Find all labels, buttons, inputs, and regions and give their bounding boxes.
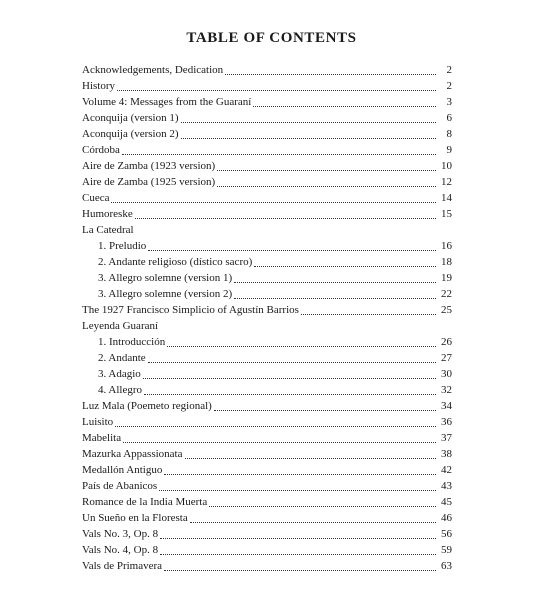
dot-leader — [181, 138, 436, 139]
toc-subentry — [82, 366, 452, 382]
toc-page-number: 8 — [446, 128, 452, 140]
toc-entry-label: 3. Allegro solemne (version 1) — [98, 272, 233, 284]
dot-leader — [160, 538, 436, 539]
toc-section-heading — [82, 318, 452, 334]
toc-entry-label: La Catedral — [82, 224, 134, 236]
toc-entry-label: Córdoba — [82, 144, 120, 156]
toc-page-number: 2 — [446, 64, 452, 76]
toc-entry — [82, 494, 452, 510]
toc-page-number: 30 — [441, 368, 452, 380]
dot-leader — [185, 458, 437, 459]
toc-page-number: 59 — [441, 544, 452, 556]
toc-entry-label: Acknowledgements, Dedication — [82, 64, 224, 76]
toc-entry — [82, 94, 452, 110]
toc-subentry — [82, 254, 452, 270]
toc-entry — [82, 542, 452, 558]
toc-entry — [82, 190, 452, 206]
toc-page-number: 38 — [441, 448, 452, 460]
page-title: TABLE OF CONTENTS — [186, 30, 357, 46]
toc-entry — [82, 126, 452, 142]
dot-leader — [117, 90, 436, 91]
dot-leader — [122, 154, 436, 155]
toc-entry — [82, 478, 452, 494]
toc-page-number: 22 — [441, 288, 452, 300]
toc-subentry — [82, 382, 452, 398]
toc-page-number: 16 — [441, 240, 452, 252]
dot-leader — [159, 490, 436, 491]
dot-leader — [135, 218, 436, 219]
toc-page-number: 34 — [441, 400, 452, 412]
toc-page-number: 18 — [441, 256, 452, 268]
toc-page-number: 12 — [441, 176, 452, 188]
toc-page-number: 37 — [441, 432, 452, 444]
toc-subentry — [82, 270, 452, 286]
dot-leader — [144, 394, 436, 395]
toc-page-number: 43 — [441, 480, 452, 492]
dot-leader — [234, 282, 436, 283]
toc-entry-label: 3. Allegro solemne (version 2) — [98, 288, 233, 300]
toc-page-number: 6 — [446, 112, 452, 124]
toc-entry — [82, 142, 452, 158]
toc-entry — [82, 510, 452, 526]
toc-page-number: 27 — [441, 352, 452, 364]
toc-page-number: 26 — [441, 336, 452, 348]
toc-entry-label: 1. Preludio — [98, 240, 147, 252]
dot-leader — [181, 122, 436, 123]
toc-page-number: 14 — [441, 192, 452, 204]
dot-leader — [234, 298, 436, 299]
toc-subentry — [82, 334, 452, 350]
dot-leader — [143, 378, 436, 379]
toc-entry — [82, 446, 452, 462]
toc-page-number: 2 — [446, 80, 452, 92]
toc-entry-label: Volume 4: Messages from the Guaraní — [82, 96, 252, 108]
toc-entry-label: Romance de la India Muerta — [82, 496, 208, 508]
dot-leader — [148, 362, 436, 363]
dot-leader — [111, 202, 436, 203]
toc-entry-label: Medallón Antiguo — [82, 464, 163, 476]
dot-leader — [160, 554, 436, 555]
toc-entry-label: 1. Introducción — [98, 336, 166, 348]
dot-leader — [254, 266, 436, 267]
toc-entry — [82, 398, 452, 414]
toc-subentry — [82, 286, 452, 302]
toc-entry-label: Aconquija (version 2) — [82, 128, 179, 140]
dot-leader — [164, 570, 436, 571]
toc-page-number: 63 — [441, 560, 452, 572]
toc-entry-label: 2. Andante — [98, 352, 146, 364]
toc-entry-label: Aire de Zamba (1925 version) — [82, 176, 216, 188]
toc-entry — [82, 158, 452, 174]
toc-entry-label: 2. Andante religioso (dístico sacro) — [98, 256, 253, 268]
dot-leader — [253, 106, 436, 107]
dot-leader — [301, 314, 436, 315]
toc-entry — [82, 462, 452, 478]
toc-entry-label: Vals de Primavera — [82, 560, 163, 572]
toc-page-number: 45 — [441, 496, 452, 508]
toc-entry-label: 4. Allegro — [98, 384, 142, 396]
toc-entry-label: 3. Adagio — [98, 368, 141, 380]
toc-page-number: 32 — [441, 384, 452, 396]
dot-leader — [115, 426, 436, 427]
toc-entry-label: Vals No. 4, Op. 8 — [82, 544, 159, 556]
dot-leader — [167, 346, 436, 347]
dot-leader — [123, 442, 436, 443]
toc-entry — [82, 526, 452, 542]
toc-page-number: 9 — [446, 144, 452, 156]
dot-leader — [164, 474, 436, 475]
toc-entry — [82, 302, 452, 318]
toc-page-number: 42 — [441, 464, 452, 476]
toc-entry — [82, 558, 452, 574]
toc-entry — [82, 430, 452, 446]
toc-entry-label: Un Sueño en la Floresta — [82, 512, 188, 524]
toc-entry-label: Aconquija (version 1) — [82, 112, 179, 124]
toc-entry-label: Leyenda Guaraní — [82, 320, 159, 332]
toc-page-number: 19 — [441, 272, 452, 284]
dot-leader — [209, 506, 436, 507]
toc-entry-label: Luz Mala (Poemeto regional) — [82, 400, 212, 412]
toc-entry — [82, 62, 452, 78]
table-of-contents — [82, 62, 452, 574]
toc-entry-label: Luisito — [82, 416, 114, 428]
toc-page-number: 56 — [441, 528, 452, 540]
toc-page-number: 25 — [441, 304, 452, 316]
dot-leader — [217, 186, 436, 187]
toc-entry-label: Humoreske — [82, 208, 133, 220]
toc-entry-label: Vals No. 3, Op. 8 — [82, 528, 159, 540]
toc-page-number: 10 — [441, 160, 452, 172]
toc-entry-label: Cueca — [82, 192, 110, 204]
dot-leader — [190, 522, 436, 523]
toc-entry-label: País de Abanicos — [82, 480, 158, 492]
toc-entry-label: The 1927 Francisco Simplicio of Agustín Barrios — [82, 304, 299, 316]
toc-entry — [82, 206, 452, 222]
toc-entry — [82, 414, 452, 430]
toc-entry — [82, 110, 452, 126]
dot-leader — [225, 74, 436, 75]
dot-leader — [148, 250, 436, 251]
toc-section-heading — [82, 222, 452, 238]
toc-entry-label: Mabelita — [82, 432, 122, 444]
dot-leader — [214, 410, 436, 411]
toc-entry-label: Aire de Zamba (1923 version) — [82, 160, 216, 172]
toc-page-number: 15 — [441, 208, 452, 220]
toc-subentry — [82, 238, 452, 254]
dot-leader — [217, 170, 436, 171]
toc-subentry — [82, 350, 452, 366]
toc-entry — [82, 78, 452, 94]
toc-page-number: 36 — [441, 416, 452, 428]
toc-entry — [82, 174, 452, 190]
toc-entry-label: Mazurka Appassionata — [82, 448, 183, 460]
toc-page-number: 46 — [441, 512, 452, 524]
toc-page-number: 3 — [446, 96, 452, 108]
toc-entry-label: History — [82, 80, 115, 92]
